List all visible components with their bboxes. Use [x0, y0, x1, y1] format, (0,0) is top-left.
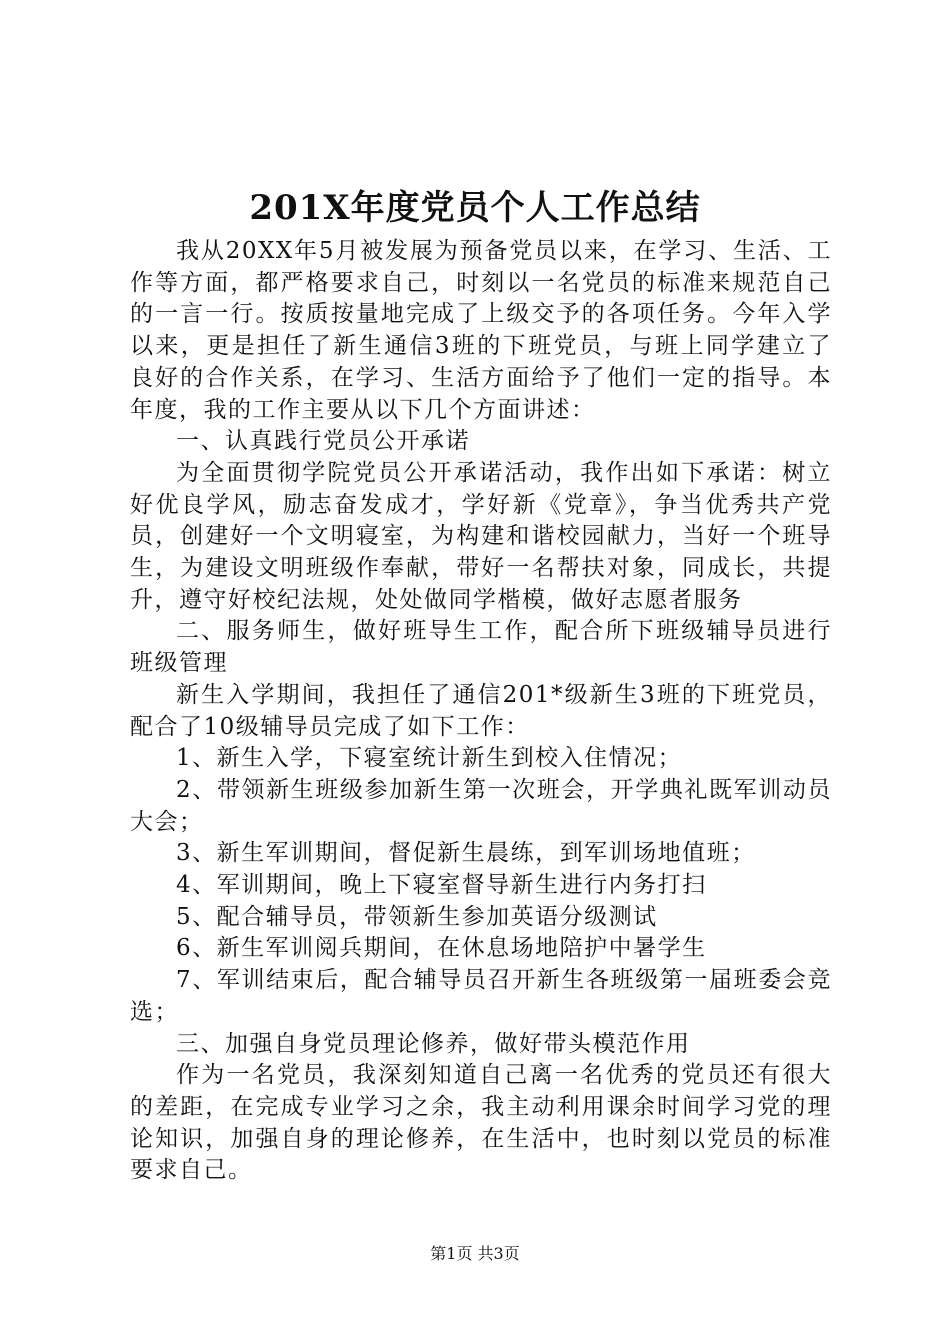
intro-paragraph: 我从20XX年5月被发展为预备党员以来，在学习、生活、工作等方面，都严格要求自己，时刻以一名党员的标准来规范自己的一言一行。按质按量地完成了上级交予的各项任务。今年入学以来，更是担任了新生通信3班的下班党员，与班上同学建立了良好的合作关系，在学习、生活方面给予了他们一定的指导。本年度，我的工作主要从以下几个方面讲述： — [130, 238, 832, 423]
list-item-5: 5、配合辅导员，带领新生参加英语分级测试 — [176, 903, 658, 930]
document-title: 201X年度党员个人工作总结 — [249, 188, 701, 228]
document-body — [130, 236, 832, 1187]
section-heading-3: 三、加强自身党员理论修养，做好带头模范作用 — [176, 1030, 691, 1057]
list-item-7: 7、军训结束后，配合辅导员召开新生各班级第一届班委会竞选； — [130, 967, 832, 1025]
section-heading-2: 二、服务师生，做好班导生工作，配合所下班级辅导员进行班级管理 — [130, 618, 832, 677]
theory-paragraph: 作为一名党员，我深刻知道自己离一名优秀的党员还有很大的差距，在完成专业学习之余，我主动利用课余时间学习党的理论知识，加强自身的理论修养，在生活中，也时刻以党员的标准要求自己。 — [130, 1062, 832, 1184]
list-item-4: 4、军训期间，晚上下寝室督导新生进行内务打扫 — [176, 872, 707, 899]
list-item-2: 2、带领新生班级参加新生第一次班会，开学典礼既军训动员大会； — [130, 776, 832, 835]
list-item-3: 3、新生军训期间，督促新生晨练，到军训场地值班； — [176, 840, 756, 867]
commitment-paragraph: 为全面贯彻学院党员公开承诺活动，我作出如下承诺：树立好优良学风，励志奋发成才，学好新《党章》，争当优秀共产党员，创建好一个文明寝室，为构建和谐校园献力，当好一个班导生，为建设文明班级作奉献，带好一名帮扶对象，同成长，共提升，遵守好校纪法规，处处做同学楷模，做好志愿者服务 — [130, 459, 832, 613]
page-number-footer: 第1页 共3页 — [430, 1244, 520, 1263]
section-heading-1: 一、认真践行党员公开承诺 — [176, 428, 470, 455]
enrollment-paragraph: 新生入学期间，我担任了通信201*级新生3班的下班党员，配合了10级辅导员完成了如下工作： — [130, 681, 832, 740]
list-item-6: 6、新生军训阅兵期间，在休息场地陪护中暑学生 — [176, 935, 707, 962]
list-item-1: 1、新生入学，下寝室统计新生到校入住情况； — [176, 745, 683, 772]
